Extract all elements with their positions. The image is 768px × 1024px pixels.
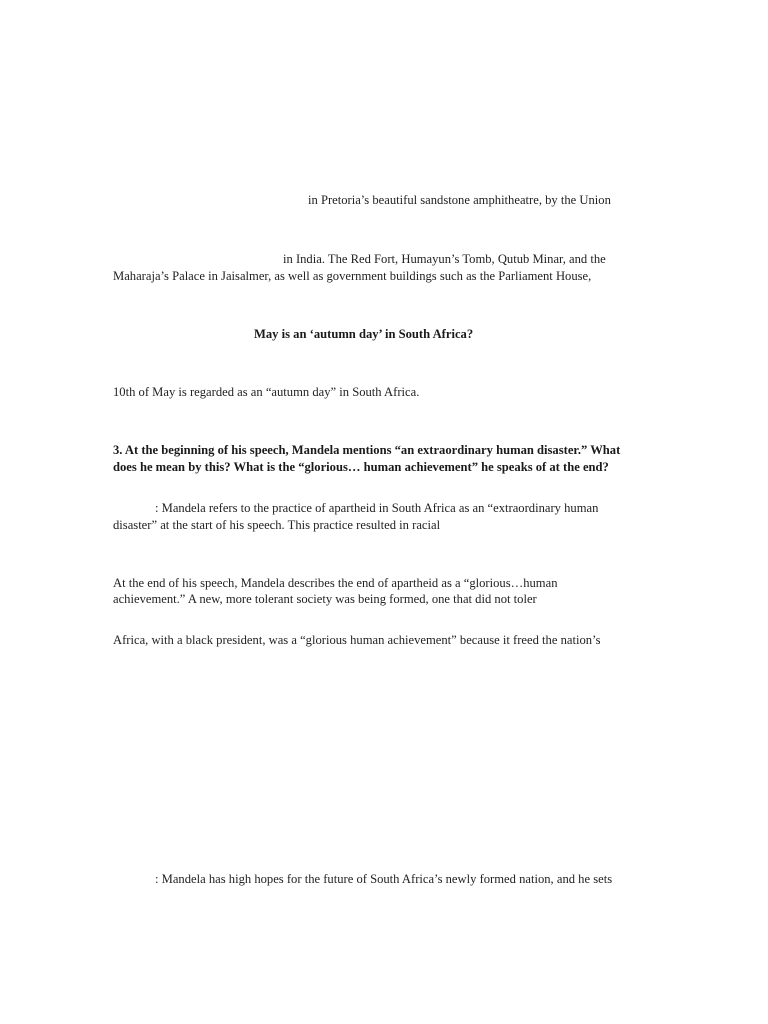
question-autumn-day: May is an ‘autumn day’ in South Africa?	[254, 327, 474, 341]
paragraph-end-of-speech-line-1: At the end of his speech, Mandela describes the end of apartheid as a “glorious…human	[113, 576, 558, 590]
paragraph-black-president: Africa, with a black president, was a “glorious human achievement” because it freed the nation’s	[113, 633, 601, 647]
answer-3-line-1: : Mandela refers to the practice of apartheid in South Africa as an “extraordinary human	[155, 501, 599, 515]
question-3-line-1: 3. At the beginning of his speech, Mandela mentions “an extraordinary human disaster.” What	[113, 443, 621, 457]
text-line-india: in India. The Red Fort, Humayun’s Tomb, Qutub Minar, and the	[283, 252, 606, 266]
text-line-pretoria: in Pretoria’s beautiful sandstone amphitheatre, by the Union	[308, 193, 611, 207]
text-line-maharaja: Maharaja’s Palace in Jaisalmer, as well as government buildings such as the Parliament House,	[113, 269, 592, 283]
answer-autumn-day: 10th of May is regarded as an “autumn day” in South Africa.	[113, 385, 420, 399]
answer-3-line-2: disaster” at the start of his speech. This practice resulted in racial	[113, 518, 441, 532]
paragraph-end-of-speech-line-2: achievement.” A new, more tolerant society was being formed, one that did not toler	[113, 592, 537, 606]
answer-future-hopes: : Mandela has high hopes for the future of South Africa’s newly formed nation, and he sets	[155, 872, 613, 886]
question-3-line-2: does he mean by this? What is the “glorious… human achievement” he speaks of at the end?	[113, 460, 609, 474]
